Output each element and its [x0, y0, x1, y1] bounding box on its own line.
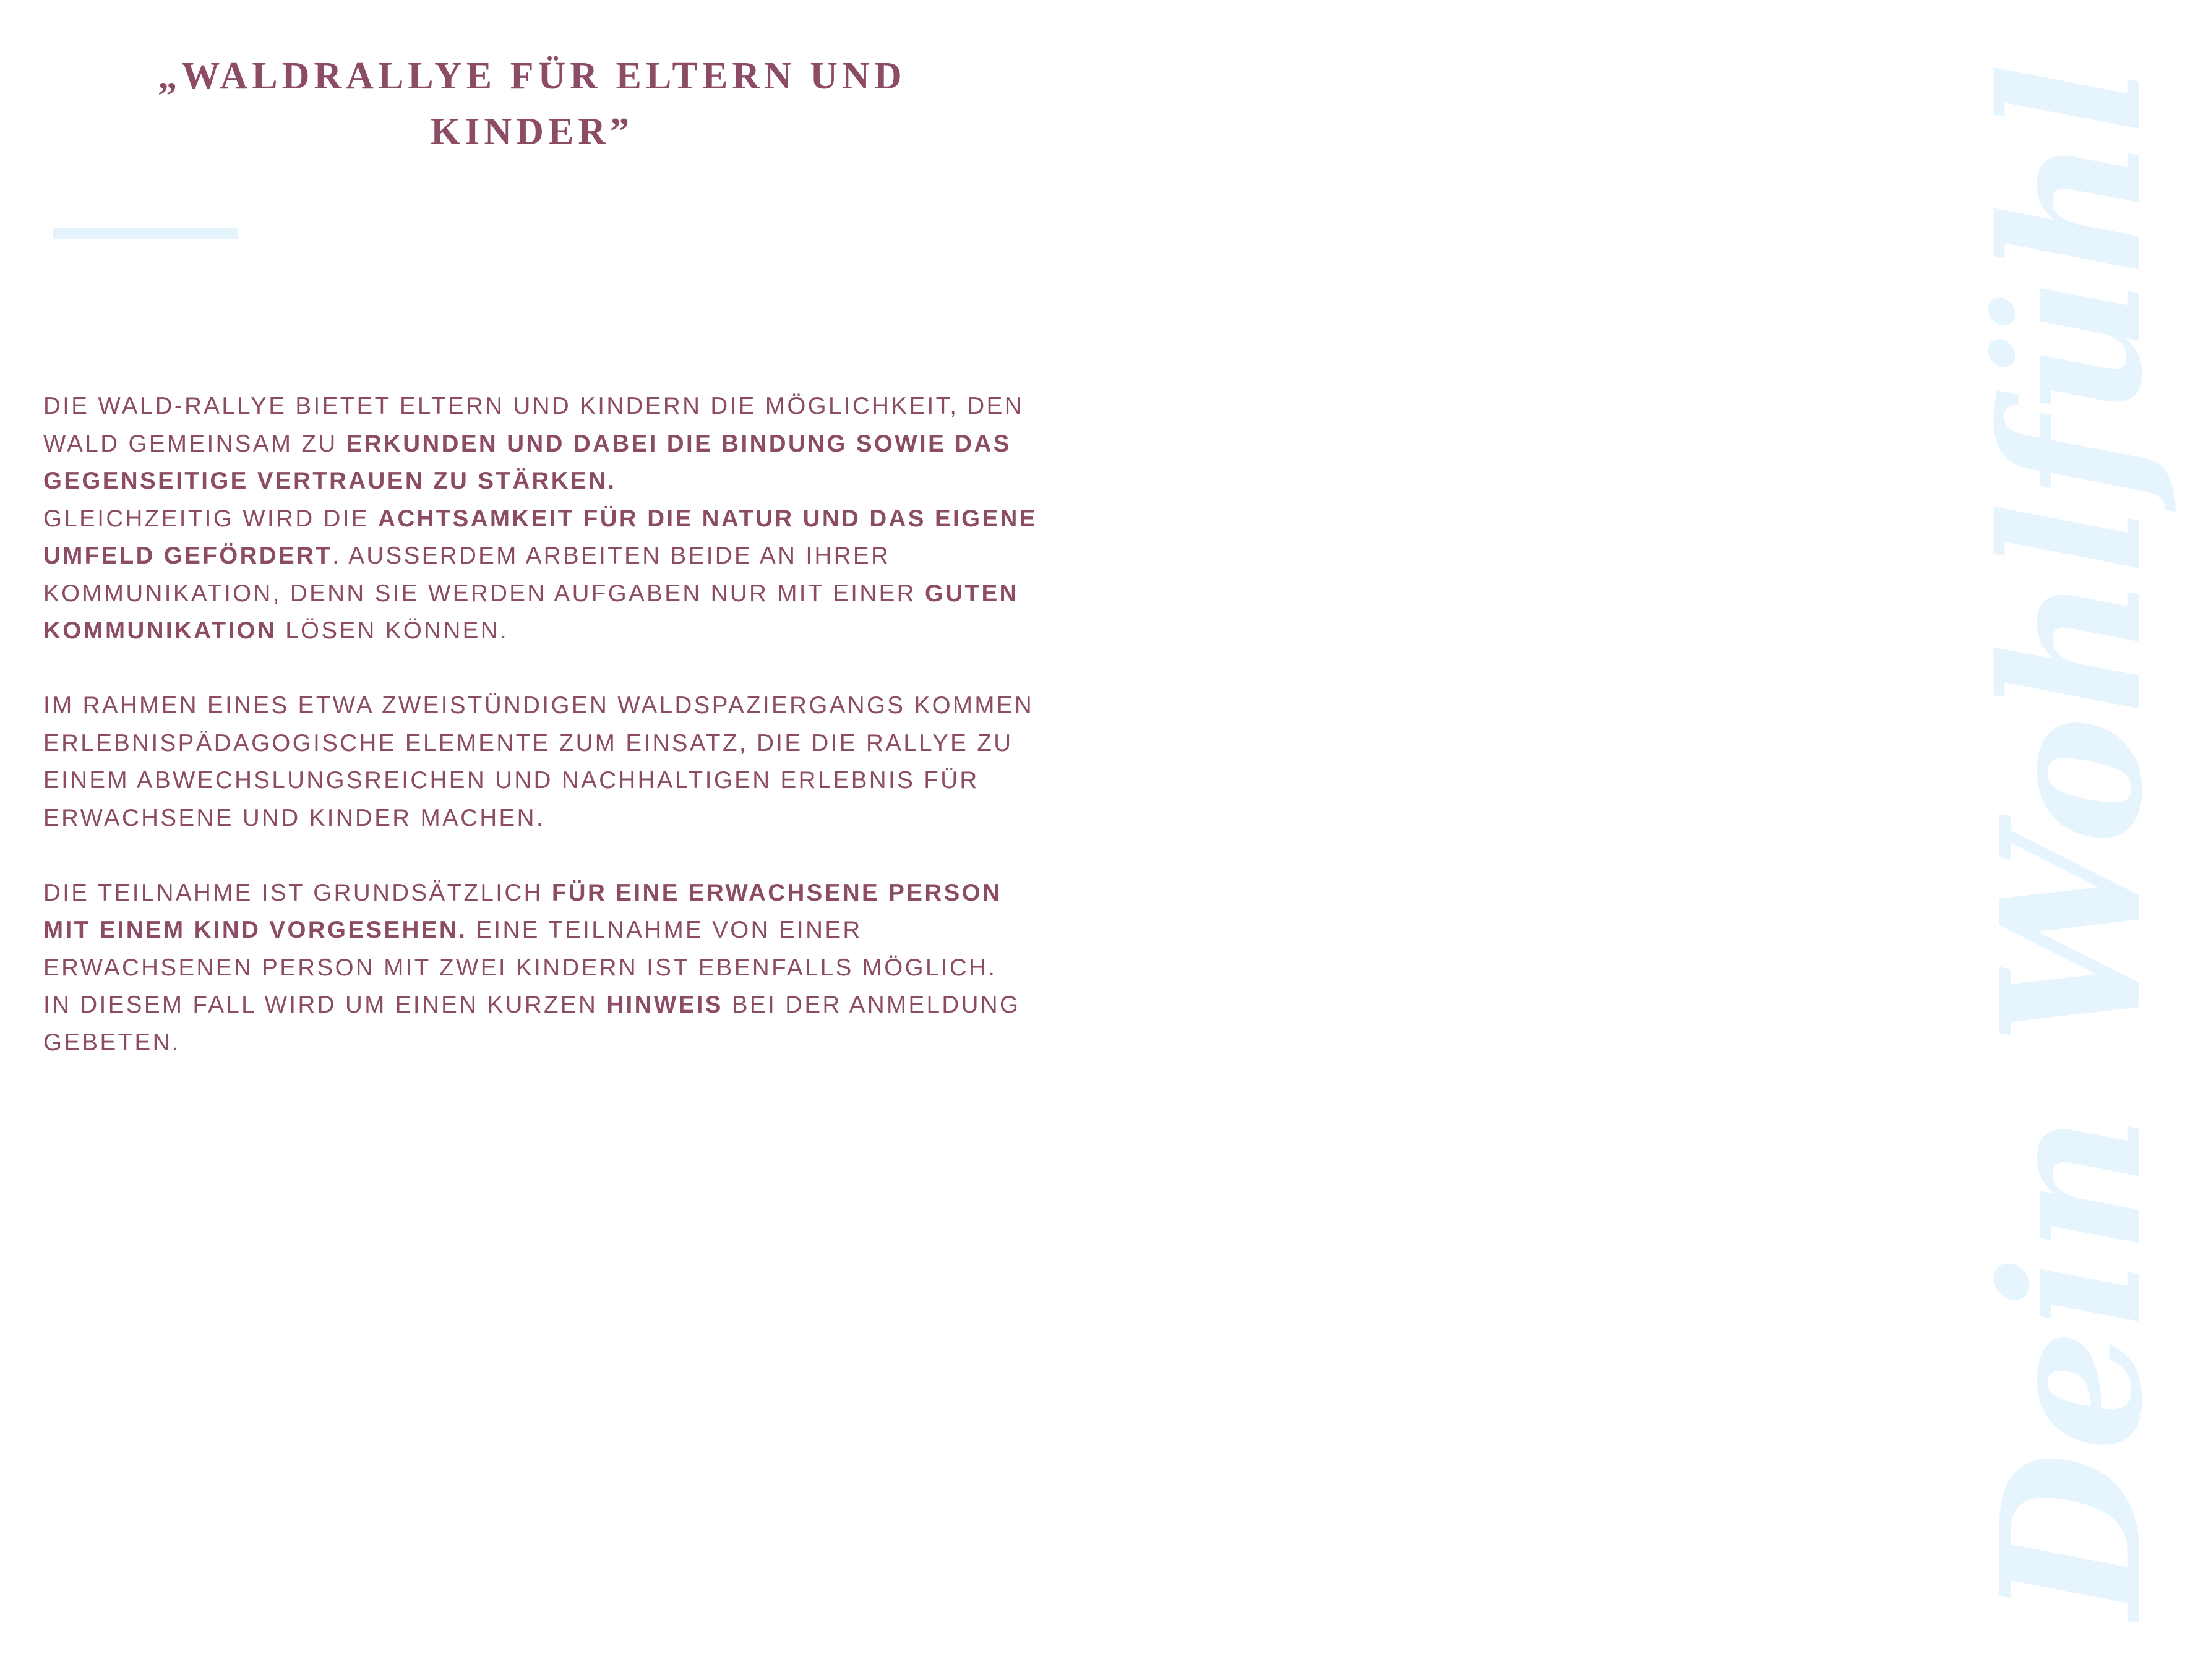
bold-text: ERKUNDEN UND DABEI DIE BINDUNG SOWIE DAS	[346, 430, 1011, 457]
text-span: . AUSSERDEM ARBEITEN BEIDE AN IHRER	[332, 542, 891, 569]
bold-text: UMFELD GEFÖRDERT	[43, 542, 333, 569]
text-line	[43, 388, 1033, 426]
text-line	[43, 500, 1037, 538]
accent-bar	[53, 228, 238, 239]
text-line	[43, 612, 1033, 650]
bold-text: GEGENSEITIGE VERTRAUEN ZU STÄRKEN.	[43, 468, 617, 494]
text-line	[43, 875, 1033, 912]
bold-text: MIT EINEM KIND VORGESEHEN.	[43, 917, 468, 943]
text-line: GEBETEN.	[43, 1029, 181, 1056]
text-span: GLEICHZEITIG WIRD DIE	[43, 505, 379, 532]
watermark-text: Dein Wohlfühl	[1960, 61, 2185, 1619]
text-span: IN DIESEM FALL WIRD UM EINEN KURZEN	[43, 992, 607, 1018]
text-line: EINEM ABWECHSLUNGSREICHEN UND NACHHALTIGEN ERLEBNIS FÜR	[43, 767, 979, 794]
bold-text: ACHTSAMKEIT FÜR DIE NATUR UND DAS EIGENE	[378, 505, 1037, 532]
text-span: LÖSEN KÖNNEN.	[277, 617, 509, 644]
body-text	[43, 388, 1037, 1061]
page-title	[99, 48, 965, 160]
bold-text: KOMMUNIKATION	[43, 617, 277, 644]
text-line	[43, 538, 1033, 575]
text-line	[43, 463, 1033, 500]
paragraph-participation	[43, 875, 1033, 1062]
bold-text: GUTEN	[924, 580, 1019, 607]
bold-text: FÜR EINE ERWACHSENE PERSON	[551, 879, 1002, 906]
bold-text: HINWEIS	[606, 992, 723, 1018]
text-span: DIE TEILNAHME IST GRUNDSÄTZLICH	[43, 879, 552, 906]
text-span: EINE TEILNAHME VON EINER	[467, 917, 862, 943]
paragraph-intro	[43, 388, 1037, 650]
text-line: IM RAHMEN EINES ETWA ZWEISTÜNDIGEN WALDSPAZIERGANGS KOMMEN	[43, 692, 1034, 719]
text-line	[43, 575, 1033, 613]
text-span: BEI DER ANMELDUNG	[723, 992, 1021, 1018]
text-line	[43, 426, 1033, 463]
text-span: DIE WALD-RALLYE BIETET ELTERN UND KINDERN DIE MÖGLICHKEIT, DEN	[43, 393, 1024, 419]
text-span: KOMMUNIKATION, DENN SIE WERDEN AUFGABEN NUR MIT EINER	[43, 580, 925, 607]
title-line-1: „WALDRALLYE FÜR ELTERN UND	[158, 55, 906, 97]
paragraph-program	[43, 687, 1033, 837]
text-line: ERWACHSENEN PERSON MIT ZWEI KINDERN IST EBENFALLS MÖGLICH.	[43, 954, 997, 981]
text-line	[43, 987, 1033, 1024]
text-line	[43, 912, 1033, 949]
text-line: ERWACHSENE UND KINDER MACHEN.	[43, 804, 545, 831]
text-span: WALD GEMEINSAM ZU	[43, 430, 346, 457]
title-line-2: KINDER”	[430, 111, 634, 153]
text-line: ERLEBNISPÄDAGOGISCHE ELEMENTE ZUM EINSATZ, DIE DIE RALLYE ZU	[43, 729, 1013, 756]
